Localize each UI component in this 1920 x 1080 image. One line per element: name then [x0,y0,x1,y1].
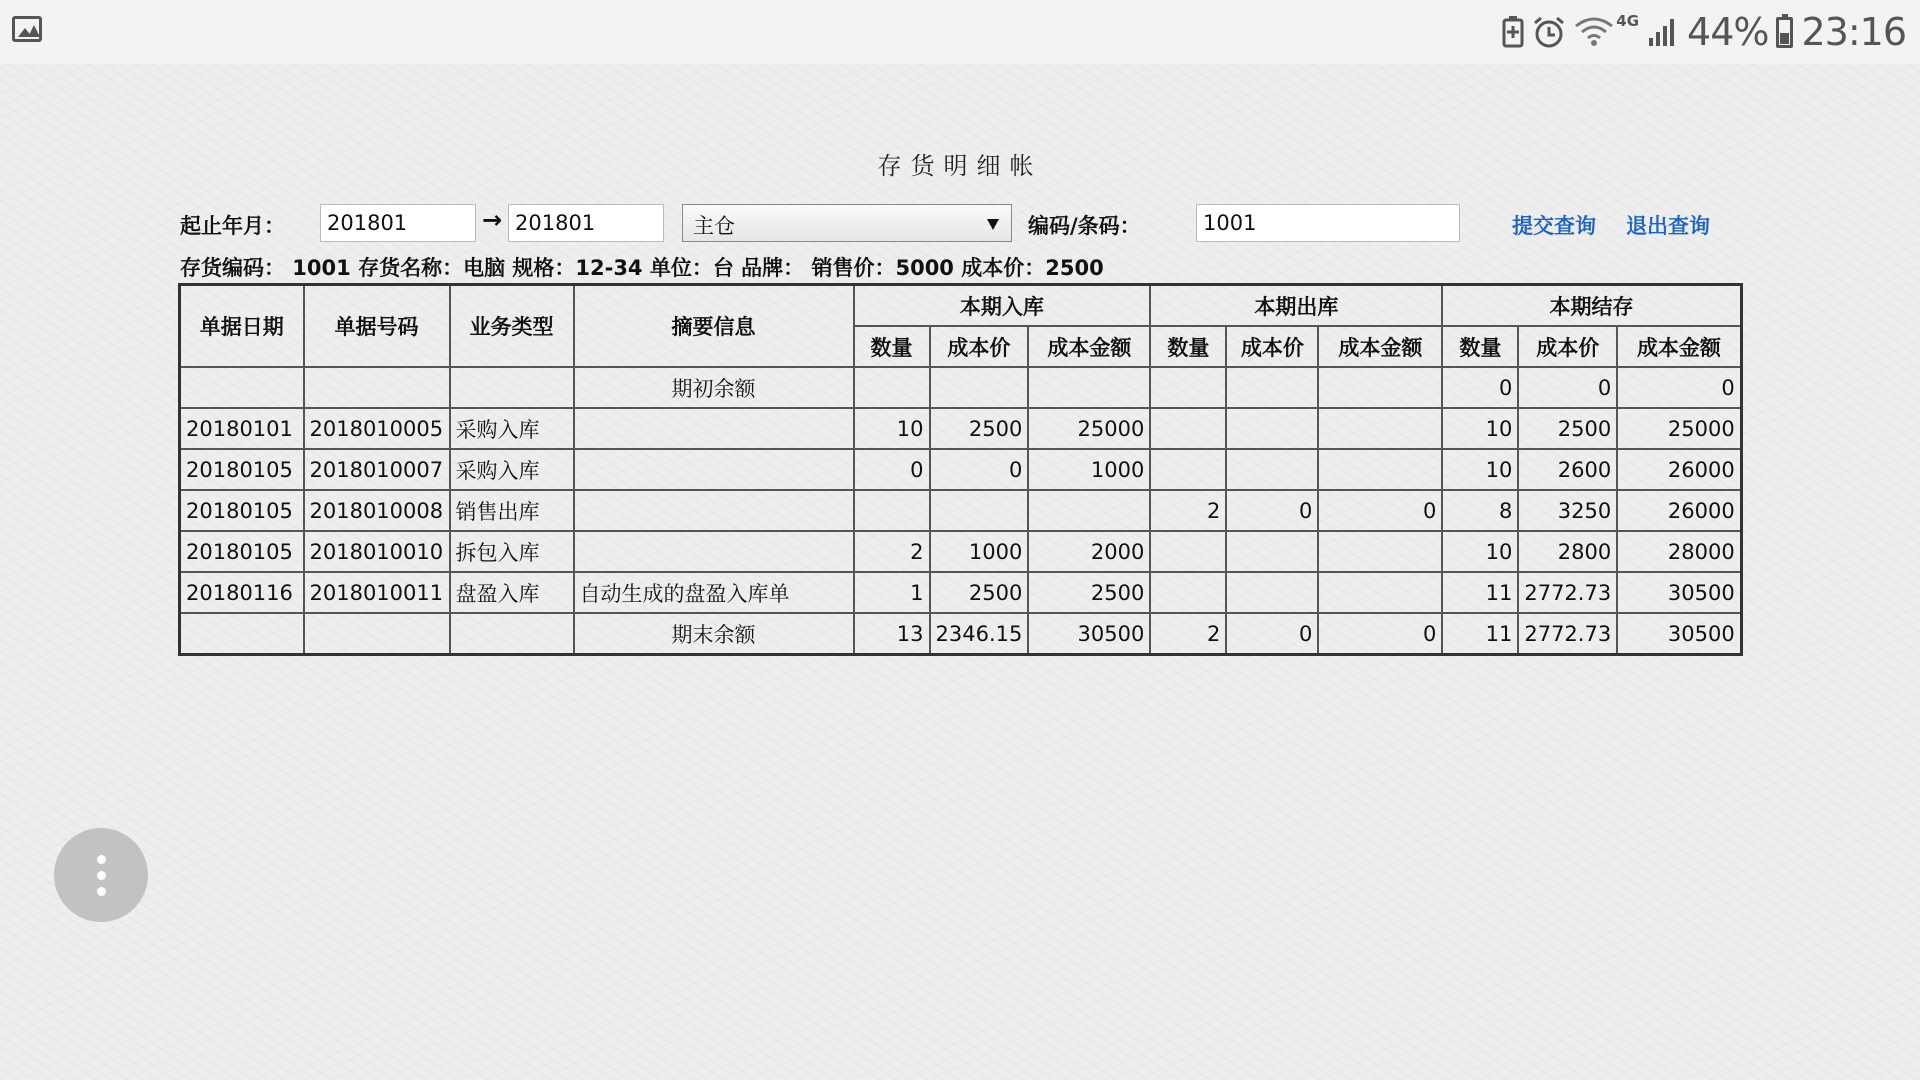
cell-out-qty [1150,572,1226,613]
submit-query-link[interactable]: 提交查询 [1512,214,1596,238]
header-inbound-group: 本期入库 [854,285,1151,327]
cell-bal-qty: 11 [1442,572,1518,613]
cell-bal-price: 2800 [1518,531,1617,572]
cell-out-amount [1318,449,1442,490]
cell-in-qty: 1 [854,572,930,613]
cell-summary [574,490,854,531]
cell-biz-type: 拆包入库 [450,531,574,572]
date-range-label: 起止年月： [180,214,285,238]
cell-doc-no: 2018010005 [304,408,450,449]
wifi-icon [1574,16,1614,48]
cell-date: 20180105 [180,449,304,490]
exit-query-link[interactable]: 退出查询 [1626,214,1710,238]
header-out-qty: 数量 [1150,326,1226,367]
cell-bal-qty: 0 [1442,367,1518,408]
table-row [180,613,1742,655]
cell-in-qty: 13 [854,613,930,655]
header-outbound-group: 本期出库 [1150,285,1442,327]
warehouse-select-value: 主仓 [693,214,735,238]
header-date: 单据日期 [180,285,304,368]
date-from-input[interactable] [320,204,476,242]
cell-out-qty: 2 [1150,490,1226,531]
cell-in-price: 2346.15 [930,613,1029,655]
cell-summary [574,531,854,572]
cell-bal-price: 0 [1518,367,1617,408]
cell-doc-no [304,613,450,655]
table-row [180,490,1742,531]
cell-bal-price: 2772.73 [1518,572,1617,613]
cell-out-qty [1150,367,1226,408]
cell-biz-type: 采购入库 [450,408,574,449]
cell-in-qty: 10 [854,408,930,449]
cell-summary: 期末余额 [574,613,854,655]
cell-out-price: 0 [1226,613,1318,655]
cell-bal-price: 2500 [1518,408,1617,449]
cell-in-price [930,367,1029,408]
cell-summary: 期初余额 [574,367,854,408]
battery-saver-icon [1502,16,1524,48]
cell-summary [574,449,854,490]
table-row [180,449,1742,490]
cell-bal-price: 3250 [1518,490,1617,531]
cell-in-price: 0 [930,449,1029,490]
cell-in-qty: 2 [854,531,930,572]
cell-out-amount [1318,572,1442,613]
cell-out-amount [1318,408,1442,449]
header-biz-type: 业务类型 [450,285,574,368]
cell-in-price: 2500 [930,408,1029,449]
cell-in-price [930,490,1029,531]
ledger-body [180,367,1742,655]
header-bal-price: 成本价 [1518,326,1617,367]
header-bal-amount: 成本金额 [1617,326,1741,367]
status-bar [0,0,1920,64]
cell-biz-type [450,613,574,655]
menu-dot [97,887,106,896]
cell-doc-no: 2018010011 [304,572,450,613]
battery-percent: 44% [1687,10,1769,54]
cell-out-amount [1318,367,1442,408]
status-icons [1502,8,1906,56]
cell-in-amount: 30500 [1028,613,1150,655]
date-to-input[interactable] [508,204,664,242]
cell-bal-qty: 10 [1442,449,1518,490]
cell-in-price: 1000 [930,531,1029,572]
cell-out-amount: 0 [1318,490,1442,531]
cell-out-price [1226,449,1318,490]
cell-in-price: 2500 [930,572,1029,613]
table-row [180,572,1742,613]
header-out-price: 成本价 [1226,326,1318,367]
cell-date: 20180116 [180,572,304,613]
cell-in-qty: 0 [854,449,930,490]
cell-bal-amount: 30500 [1617,572,1741,613]
cell-out-amount: 0 [1318,613,1442,655]
signal-icon [1647,16,1679,48]
cell-out-qty [1150,531,1226,572]
cell-out-price: 0 [1226,490,1318,531]
header-doc-no: 单据号码 [304,285,450,368]
more-vertical-icon[interactable] [54,828,148,922]
menu-dot [97,855,106,864]
cell-out-price [1226,408,1318,449]
cell-bal-amount: 25000 [1617,408,1741,449]
cell-summary: 自动生成的盘盈入库单 [574,572,854,613]
cell-bal-amount: 30500 [1617,613,1741,655]
cell-out-price [1226,572,1318,613]
code-input[interactable] [1196,204,1460,242]
cell-date: 20180101 [180,408,304,449]
cell-doc-no: 2018010007 [304,449,450,490]
menu-dot [97,871,106,880]
network-type: 4G [1616,12,1640,30]
cell-out-price [1226,367,1318,408]
warehouse-select[interactable] [682,204,1012,242]
cell-in-amount [1028,490,1150,531]
cell-doc-no: 2018010008 [304,490,450,531]
header-bal-qty: 数量 [1442,326,1518,367]
cell-bal-qty: 10 [1442,408,1518,449]
alarm-icon [1532,15,1566,49]
cell-bal-amount: 26000 [1617,490,1741,531]
cell-bal-amount: 0 [1617,367,1741,408]
cell-in-amount: 1000 [1028,449,1150,490]
cell-summary [574,408,854,449]
page-title: 存货明细帐 [877,152,1043,180]
cell-out-qty: 2 [1150,613,1226,655]
cell-biz-type: 采购入库 [450,449,574,490]
code-label: 编码/条码： [1028,214,1141,238]
header-out-amount: 成本金额 [1318,326,1442,367]
header-in-qty: 数量 [854,326,930,367]
table-row [180,531,1742,572]
cell-bal-price: 2772.73 [1518,613,1617,655]
cell-in-amount: 25000 [1028,408,1150,449]
cell-doc-no [304,367,450,408]
cell-bal-qty: 10 [1442,531,1518,572]
battery-icon [1776,17,1793,48]
cell-doc-no: 2018010010 [304,531,450,572]
clock: 23:16 [1801,10,1906,54]
cell-biz-type: 销售出库 [450,490,574,531]
inventory-ledger-table [178,283,1743,656]
cell-date: 20180105 [180,490,304,531]
cell-in-qty [854,490,930,531]
cell-bal-amount: 28000 [1617,531,1741,572]
header-balance-group: 本期结存 [1442,285,1741,327]
cell-in-qty [854,367,930,408]
cell-out-qty [1150,449,1226,490]
cell-date: 20180105 [180,531,304,572]
header-in-amount: 成本金额 [1028,326,1150,367]
cell-bal-price: 2600 [1518,449,1617,490]
cell-bal-qty: 8 [1442,490,1518,531]
cell-bal-amount: 26000 [1617,449,1741,490]
cell-bal-qty: 11 [1442,613,1518,655]
cell-biz-type [450,367,574,408]
table-row [180,408,1742,449]
image-icon [12,16,42,42]
cell-date [180,367,304,408]
cell-biz-type: 盘盈入库 [450,572,574,613]
cell-out-amount [1318,531,1442,572]
cell-out-price [1226,531,1318,572]
cell-in-amount: 2500 [1028,572,1150,613]
item-info: 存货编码： 1001 存货名称：电脑 规格：12-34 单位：台 品牌： 销售价：5000 成本价：2500 [180,256,1104,280]
cell-in-amount: 2000 [1028,531,1150,572]
cell-out-qty [1150,408,1226,449]
cell-date [180,613,304,655]
header-in-price: 成本价 [930,326,1029,367]
dropdown-caret-icon [987,219,999,230]
range-arrow: → [482,206,503,234]
table-row [180,367,1742,408]
cell-in-amount [1028,367,1150,408]
header-summary: 摘要信息 [574,285,854,368]
